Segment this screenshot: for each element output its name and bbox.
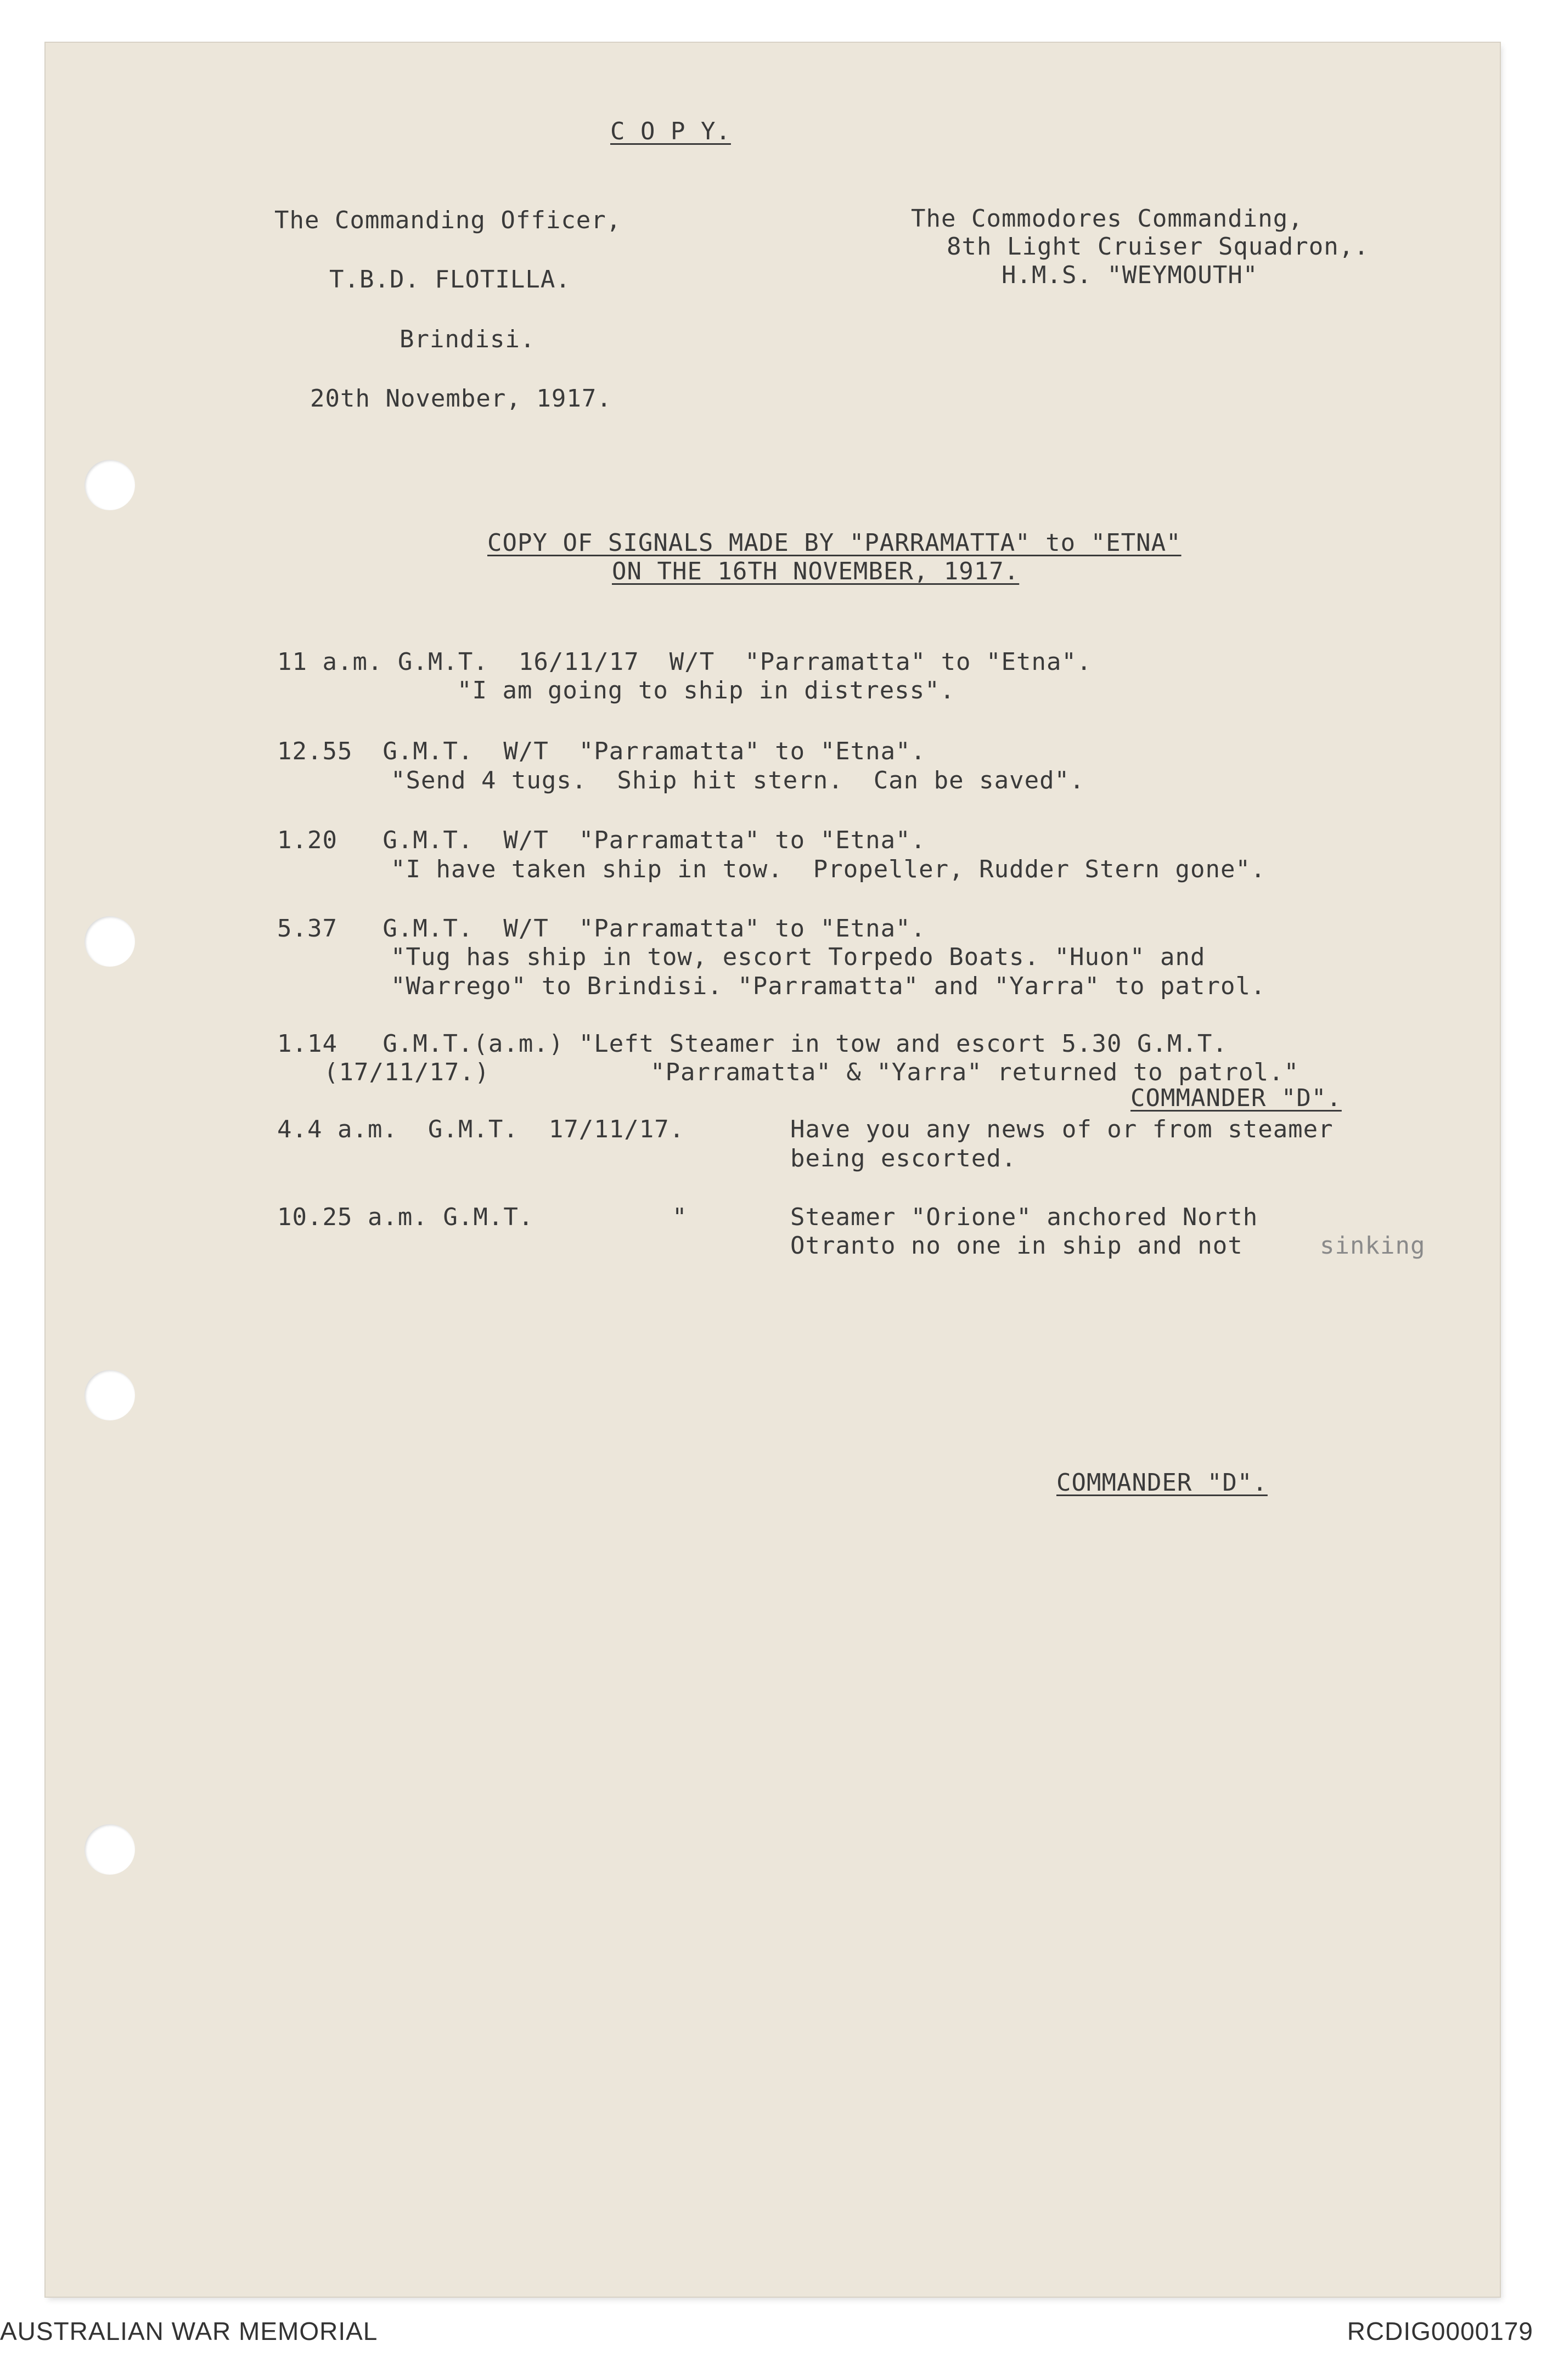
punch-hole bbox=[85, 1370, 135, 1420]
signal-6-time: 4.4 a.m. G.M.T. 17/11/17. bbox=[277, 1115, 685, 1143]
signal-7-text-2-faint: sinking bbox=[1320, 1232, 1426, 1260]
footer-left: AUSTRALIAN WAR MEMORIAL bbox=[0, 2317, 378, 2345]
signal-7-time: 10.25 a.m. G.M.T. bbox=[277, 1203, 534, 1231]
signal-7-text-2: Otranto no one in ship and not bbox=[790, 1232, 1243, 1260]
signal-5-sub: (17/11/17.) bbox=[324, 1058, 490, 1086]
signal-4-header: 5.37 G.M.T. W/T "Parramatta" to "Etna". bbox=[277, 915, 926, 943]
signal-5-body: "Parramatta" & "Yarra" returned to patrol." bbox=[650, 1058, 1300, 1086]
signal-3-body: "I have taken ship in tow. Propeller, Rudder Stern gone". bbox=[391, 855, 1266, 883]
from-line-2: T.B.D. FLOTILLA. bbox=[329, 266, 571, 294]
signal-5-signed: COMMANDER "D". bbox=[1130, 1084, 1342, 1112]
from-line-1: The Commanding Officer, bbox=[274, 206, 622, 234]
punch-hole bbox=[85, 460, 135, 510]
signal-1-body: "I am going to ship in distress". bbox=[457, 676, 955, 704]
signature: COMMANDER "D". bbox=[1056, 1469, 1268, 1497]
subject-line-1: COPY OF SIGNALS MADE BY "PARRAMATTA" to "ETNA" bbox=[487, 529, 1182, 557]
footer-right: RCDIG0000179 bbox=[1347, 2317, 1533, 2345]
from-date: 20th November, 1917. bbox=[310, 385, 612, 413]
signal-5-header: 1.14 G.M.T.(a.m.) "Left Steamer in tow and escort 5.30 G.M.T. bbox=[277, 1030, 1228, 1058]
signal-4-body-2: "Warrego" to Brindisi. "Parramatta" and "Yarra" to patrol. bbox=[391, 972, 1266, 1000]
signal-2-body: "Send 4 tugs. Ship hit stern. Can be saved". bbox=[391, 766, 1085, 794]
document-sheet bbox=[46, 43, 1500, 2297]
subject-line-2: ON THE 16TH NOVEMBER, 1917. bbox=[612, 557, 1020, 585]
signal-2-header: 12.55 G.M.T. W/T "Parramatta" to "Etna". bbox=[277, 737, 926, 765]
to-line-2: 8th Light Cruiser Squadron,. bbox=[947, 233, 1369, 261]
copy-heading: C O P Y. bbox=[610, 117, 731, 145]
signal-6-text-2: being escorted. bbox=[790, 1144, 1017, 1172]
punch-hole bbox=[85, 916, 135, 967]
to-line-3: H.M.S. "WEYMOUTH" bbox=[1002, 261, 1258, 289]
signal-3-header: 1.20 G.M.T. W/T "Parramatta" to "Etna". bbox=[277, 826, 926, 854]
signal-1-header: 11 a.m. G.M.T. 16/11/17 W/T "Parramatta" to "Etna". bbox=[277, 648, 1092, 676]
signal-4-body-1: "Tug has ship in tow, escort Torpedo Boats. "Huon" and bbox=[391, 943, 1206, 971]
to-line-1: The Commodores Commanding, bbox=[911, 205, 1303, 233]
from-line-3: Brindisi. bbox=[400, 325, 536, 353]
signal-7-ditto: " bbox=[672, 1203, 688, 1231]
punch-hole bbox=[85, 1824, 135, 1875]
signal-7-text-1: Steamer "Orione" anchored North bbox=[790, 1203, 1258, 1231]
signal-6-text-1: Have you any news of or from steamer bbox=[790, 1115, 1334, 1143]
